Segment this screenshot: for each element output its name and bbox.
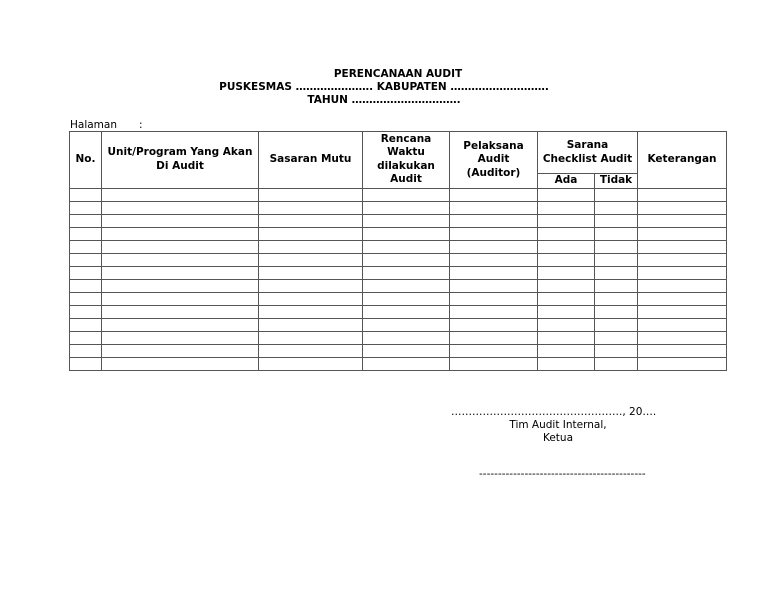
table-cell[interactable] xyxy=(595,188,638,201)
table-row xyxy=(70,331,727,344)
table-cell[interactable] xyxy=(538,318,595,331)
halaman-line xyxy=(70,119,143,131)
table-row xyxy=(70,201,727,214)
table-cell[interactable] xyxy=(638,266,727,279)
table-cell[interactable] xyxy=(595,357,638,370)
table-cell[interactable] xyxy=(259,318,363,331)
signature-date-line: …………………………………………., 20…. xyxy=(451,406,657,418)
document-title-block xyxy=(0,68,768,107)
table-cell[interactable] xyxy=(538,357,595,370)
signature-line: -------------------------------------------- xyxy=(479,468,646,480)
table-cell[interactable] xyxy=(102,201,259,214)
table-cell[interactable] xyxy=(595,318,638,331)
table-cell[interactable] xyxy=(538,266,595,279)
table-cell[interactable] xyxy=(259,344,363,357)
table-cell[interactable] xyxy=(363,292,450,305)
table-cell[interactable] xyxy=(363,357,450,370)
header-no: No. xyxy=(70,132,102,189)
table-row xyxy=(70,227,727,240)
table-cell[interactable] xyxy=(102,318,259,331)
table-cell[interactable] xyxy=(70,188,102,201)
table-cell[interactable] xyxy=(363,305,450,318)
puskesmas-line: PUSKESMAS …………………. KABUPATEN ………………………. xyxy=(219,81,549,93)
table-row xyxy=(70,266,727,279)
table-row xyxy=(70,188,727,201)
table-cell[interactable] xyxy=(450,292,538,305)
table-cell[interactable] xyxy=(363,279,450,292)
table-row xyxy=(70,279,727,292)
header-rencana-waktu: Rencana Waktu dilakukan Audit xyxy=(363,132,450,189)
table-cell[interactable] xyxy=(102,279,259,292)
table-cell[interactable] xyxy=(538,214,595,227)
table-cell[interactable] xyxy=(538,201,595,214)
table-cell[interactable] xyxy=(450,214,538,227)
table-cell[interactable] xyxy=(595,253,638,266)
table-cell[interactable] xyxy=(70,227,102,240)
table-cell[interactable] xyxy=(70,292,102,305)
table-cell[interactable] xyxy=(595,266,638,279)
table-cell[interactable] xyxy=(363,188,450,201)
table-row xyxy=(70,214,727,227)
table-cell[interactable] xyxy=(450,305,538,318)
table-cell[interactable] xyxy=(102,188,259,201)
table-cell[interactable] xyxy=(450,188,538,201)
table-cell[interactable] xyxy=(259,331,363,344)
table-cell[interactable] xyxy=(638,344,727,357)
table-body xyxy=(70,188,727,370)
table-row xyxy=(70,305,727,318)
table-cell[interactable] xyxy=(70,344,102,357)
table-cell[interactable] xyxy=(595,227,638,240)
table-cell[interactable] xyxy=(638,253,727,266)
header-keterangan: Keterangan xyxy=(638,132,727,189)
table-cell[interactable] xyxy=(102,331,259,344)
table-cell[interactable] xyxy=(595,344,638,357)
table-cell[interactable] xyxy=(595,305,638,318)
table-cell[interactable] xyxy=(259,240,363,253)
table-cell[interactable] xyxy=(363,318,450,331)
header-ada: Ada xyxy=(538,174,595,189)
table-cell[interactable] xyxy=(363,253,450,266)
table-row xyxy=(70,357,727,370)
table-cell[interactable] xyxy=(638,188,727,201)
table-cell[interactable] xyxy=(538,253,595,266)
table-cell[interactable] xyxy=(538,279,595,292)
table-cell[interactable] xyxy=(70,240,102,253)
table-cell[interactable] xyxy=(538,292,595,305)
table-cell[interactable] xyxy=(259,266,363,279)
table-cell[interactable] xyxy=(450,357,538,370)
table-cell[interactable] xyxy=(638,201,727,214)
table-cell[interactable] xyxy=(638,292,727,305)
table-row xyxy=(70,318,727,331)
table-cell[interactable] xyxy=(363,240,450,253)
page-title: PERENCANAAN AUDIT xyxy=(333,68,463,80)
table-cell[interactable] xyxy=(102,227,259,240)
table-cell[interactable] xyxy=(538,305,595,318)
header-unit-program: Unit/Program Yang Akan Di Audit xyxy=(102,132,259,189)
tahun-line: TAHUN …………………………. xyxy=(307,94,461,106)
header-tidak: Tidak xyxy=(595,174,638,189)
table-cell[interactable] xyxy=(595,201,638,214)
table-cell[interactable] xyxy=(70,214,102,227)
table-cell[interactable] xyxy=(538,227,595,240)
table-cell[interactable] xyxy=(638,227,727,240)
table-cell[interactable] xyxy=(450,240,538,253)
header-sasaran-mutu: Sasaran Mutu xyxy=(259,132,363,189)
table-cell[interactable] xyxy=(70,201,102,214)
table-cell[interactable] xyxy=(595,292,638,305)
table-cell[interactable] xyxy=(102,357,259,370)
table-cell[interactable] xyxy=(259,357,363,370)
table-cell[interactable] xyxy=(70,279,102,292)
table-cell[interactable] xyxy=(259,305,363,318)
table-cell[interactable] xyxy=(259,253,363,266)
table-cell[interactable] xyxy=(70,331,102,344)
table-cell[interactable] xyxy=(538,331,595,344)
table-cell[interactable] xyxy=(102,253,259,266)
table-cell[interactable] xyxy=(363,266,450,279)
audit-plan-table xyxy=(69,131,727,371)
halaman-colon: : xyxy=(139,119,143,131)
table-cell[interactable] xyxy=(102,344,259,357)
table-cell[interactable] xyxy=(638,240,727,253)
table-cell[interactable] xyxy=(638,331,727,344)
table-cell[interactable] xyxy=(102,266,259,279)
table-row xyxy=(70,240,727,253)
table-row xyxy=(70,253,727,266)
table-cell[interactable] xyxy=(70,266,102,279)
table-cell[interactable] xyxy=(450,331,538,344)
table-row xyxy=(70,344,727,357)
table-row xyxy=(70,292,727,305)
table-cell[interactable] xyxy=(450,266,538,279)
table-cell[interactable] xyxy=(102,292,259,305)
table-cell[interactable] xyxy=(70,305,102,318)
table-cell[interactable] xyxy=(595,279,638,292)
header-sarana-checklist: Sarana Checklist Audit xyxy=(538,132,638,174)
table-cell[interactable] xyxy=(259,214,363,227)
table-cell[interactable] xyxy=(450,253,538,266)
table-cell[interactable] xyxy=(70,253,102,266)
table-cell[interactable] xyxy=(595,331,638,344)
table-cell[interactable] xyxy=(102,214,259,227)
table-cell[interactable] xyxy=(638,305,727,318)
table-cell[interactable] xyxy=(638,214,727,227)
table-cell[interactable] xyxy=(70,357,102,370)
table-cell[interactable] xyxy=(102,305,259,318)
table-cell[interactable] xyxy=(450,201,538,214)
signature-tim-audit: Tim Audit Internal, xyxy=(509,419,607,431)
table-cell[interactable] xyxy=(538,188,595,201)
table-cell[interactable] xyxy=(363,344,450,357)
table-cell[interactable] xyxy=(70,318,102,331)
table-cell[interactable] xyxy=(363,331,450,344)
table-cell[interactable] xyxy=(363,214,450,227)
table-cell[interactable] xyxy=(538,240,595,253)
table-cell[interactable] xyxy=(450,279,538,292)
table-cell[interactable] xyxy=(450,227,538,240)
table-cell[interactable] xyxy=(638,318,727,331)
table-cell[interactable] xyxy=(363,227,450,240)
table-cell[interactable] xyxy=(259,292,363,305)
table-cell[interactable] xyxy=(450,318,538,331)
table-cell[interactable] xyxy=(363,201,450,214)
table-cell[interactable] xyxy=(102,240,259,253)
table-cell[interactable] xyxy=(595,214,638,227)
table-cell[interactable] xyxy=(538,344,595,357)
table-cell[interactable] xyxy=(450,344,538,357)
table-cell[interactable] xyxy=(259,188,363,201)
header-pelaksana-audit: Pelaksana Audit (Auditor) xyxy=(450,132,538,189)
table-cell[interactable] xyxy=(259,227,363,240)
table-cell[interactable] xyxy=(595,240,638,253)
table-cell[interactable] xyxy=(259,201,363,214)
table-cell[interactable] xyxy=(259,279,363,292)
signature-ketua: Ketua xyxy=(542,432,574,444)
table-cell[interactable] xyxy=(638,357,727,370)
table-cell[interactable] xyxy=(638,279,727,292)
halaman-label: Halaman xyxy=(70,119,117,131)
